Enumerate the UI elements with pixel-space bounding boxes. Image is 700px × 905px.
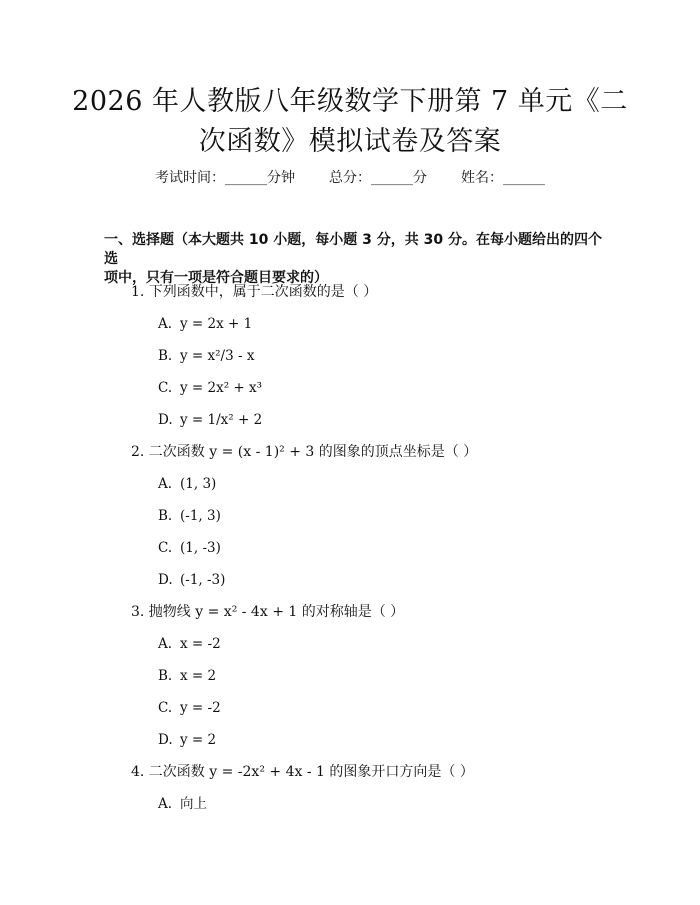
- option-label: D.: [158, 572, 173, 588]
- exam-meta: [0, 168, 700, 188]
- question-2-option-c: [158, 538, 221, 558]
- question-1-option-d: [158, 410, 262, 430]
- option-label: B.: [158, 348, 173, 364]
- option-label: D.: [158, 412, 173, 428]
- exam-time-field: 考试时间：______分钟: [155, 170, 295, 186]
- option-text: (1, -3): [180, 540, 221, 556]
- option-label: A.: [158, 476, 173, 492]
- option-text: x = -2: [180, 636, 221, 652]
- question-3-option-c: [158, 698, 221, 718]
- option-label: A.: [158, 796, 173, 812]
- option-text: 向上: [180, 796, 207, 812]
- option-label: A.: [158, 636, 173, 652]
- question-1-option-c: [158, 378, 262, 398]
- option-text: (-1, 3): [180, 508, 221, 524]
- option-label: B.: [158, 508, 173, 524]
- document-title: [70, 82, 630, 162]
- option-text: y = 1/x² + 2: [180, 412, 263, 428]
- option-text: y = x²/3 - x: [180, 348, 255, 364]
- student-name-field: 姓名：______: [461, 170, 545, 186]
- section-heading-multiple-choice: [104, 231, 604, 288]
- question-3-stem: 3. 抛物线 y = x² - 4x + 1 的对称轴是（ ）: [131, 604, 405, 620]
- question-4-option-a: [158, 794, 207, 814]
- title-line-1: 2026 年人教版八年级数学下册第 7 单元《二: [72, 86, 628, 117]
- question-2-option-b: [158, 506, 221, 526]
- section-heading-line-1: 一、选择题（本大题共 10 小题，每小题 3 分，共 30 分。在每小题给出的四个选: [104, 232, 602, 267]
- total-score-field: 总分：______分: [329, 170, 427, 186]
- title-line-2: 次函数》模拟试卷及答案: [198, 126, 502, 157]
- option-text: y = -2: [180, 700, 221, 716]
- option-label: A.: [158, 316, 173, 332]
- question-3-option-b: [158, 666, 216, 686]
- section-heading-line-2: 项中，只有一项是符合题目要求的）: [104, 270, 328, 286]
- option-text: (-1, -3): [180, 572, 226, 588]
- option-label: B.: [158, 668, 173, 684]
- question-3-option-a: [158, 634, 221, 654]
- question-3-option-d: [158, 730, 216, 750]
- option-text: (1, 3): [180, 476, 217, 492]
- question-2-option-a: [158, 474, 216, 494]
- option-text: x = 2: [180, 668, 217, 684]
- question-1-option-b: [158, 346, 254, 366]
- question-2-option-d: [158, 570, 225, 590]
- option-label: C.: [158, 380, 173, 396]
- option-label: D.: [158, 732, 173, 748]
- question-1-stem: 1. 下列函数中，属于二次函数的是（ ）: [131, 284, 378, 300]
- question-1-option-a: [158, 314, 252, 334]
- option-label: C.: [158, 700, 173, 716]
- option-text: y = 2x + 1: [180, 316, 253, 332]
- question-2-stem: 2. 二次函数 y = (x - 1)² + 3 的图象的顶点坐标是（ ）: [131, 444, 478, 460]
- option-text: y = 2: [180, 732, 217, 748]
- question-4-stem: 4. 二次函数 y = -2x² + 4x - 1 的图象开口方向是（ ）: [131, 764, 474, 780]
- option-label: C.: [158, 540, 173, 556]
- option-text: y = 2x² + x³: [180, 380, 263, 396]
